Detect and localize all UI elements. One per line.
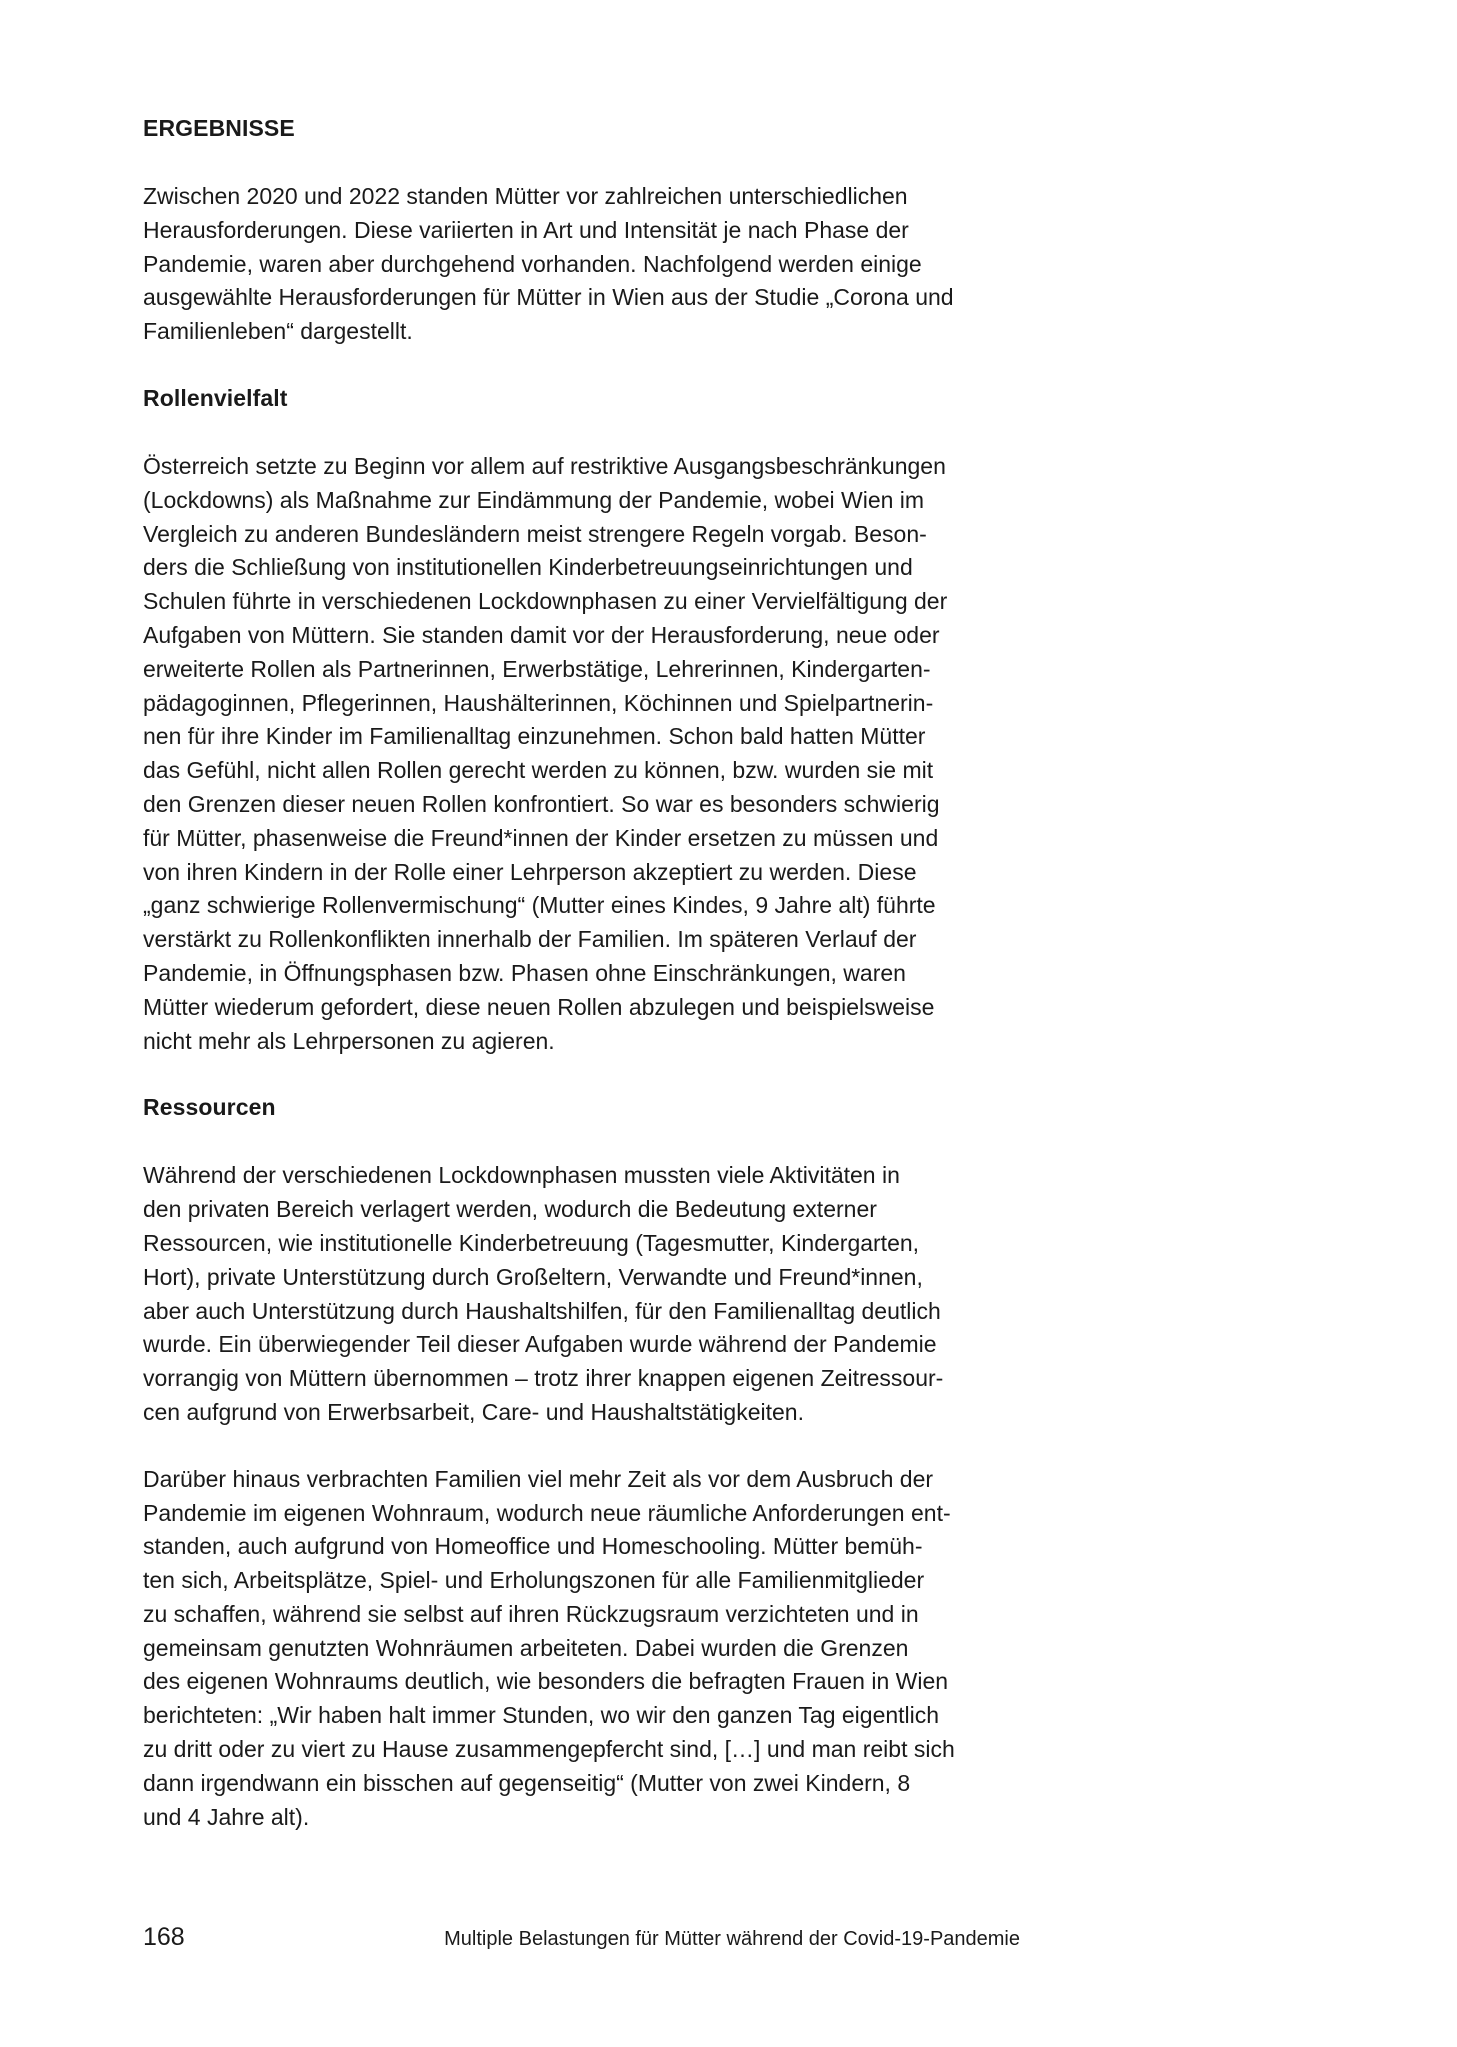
text-line: aber auch Unterstützung durch Haushaltshilfen, für den Familienalltag deutlich [143,1297,941,1324]
text-line: berichteten: „Wir haben halt immer Stunden, wo wir den ganzen Tag eigentlich [143,1702,940,1729]
text-line: Aufgaben von Müttern. Sie standen damit vor der Herausforderung, neue oder [143,621,940,648]
text-line: cen aufgrund von Erwerbsarbeit, Care- und Haushaltstätigkeiten. [143,1398,804,1425]
text-line: (Lockdowns) als Maßnahme zur Eindämmung der Pandemie, wobei Wien im [143,486,925,513]
section-heading: Ressourcen [143,1094,276,1121]
body-paragraph [143,180,1021,349]
text-line: Mütter wiederum gefordert, diese neuen Rollen abzulegen und beispielsweise [143,993,935,1020]
text-line: wurde. Ein überwiegender Teil dieser Aufgaben wurde während der Pandemie [143,1331,937,1358]
page-content [143,112,1021,1867]
text-line: Zwischen 2020 und 2022 standen Mütter vor zahlreichen unterschiedlichen [143,183,908,209]
text-line: für Mütter, phasenweise die Freund*innen der Kinder ersetzen zu müssen und [143,824,939,851]
text-line: Pandemie, waren aber durchgehend vorhanden. Nachfolgend werden einige [143,250,922,277]
text-line: und 4 Jahre alt). [143,1803,310,1830]
text-line: Ressourcen, wie institutionelle Kinderbetreuung (Tagesmutter, Kindergarten, [143,1229,920,1256]
text-line: Österreich setzte zu Beginn vor allem auf restriktive Ausgangsbeschränkungen [143,452,946,479]
text-line: erweiterte Rollen als Partnerinnen, Erwerbstätige, Lehrerinnen, Kindergarten- [143,655,931,682]
text-line: ausgewählte Herausforderungen für Mütter in Wien aus der Studie „Corona und [143,284,954,311]
text-line: den privaten Bereich verlagert werden, wodurch die Bedeutung externer [143,1196,877,1223]
text-line: dann irgendwann ein bisschen auf gegenseitig“ (Mutter von zwei Kindern, 8 [143,1769,911,1796]
text-line: „ganz schwierige Rollenvermischung“ (Mutter eines Kindes, 9 Jahre alt) führte [143,892,936,919]
text-line: des eigenen Wohnraums deutlich, wie besonders die befragten Frauen in Wien [143,1668,949,1695]
text-line: Pandemie im eigenen Wohnraum, wodurch neue räumliche Anforderungen ent- [143,1499,951,1526]
text-line: Pandemie, in Öffnungsphasen bzw. Phasen ohne Einschränkungen, waren [143,959,906,986]
text-line: das Gefühl, nicht allen Rollen gerecht werden zu können, bzw. wurden sie mit [143,757,934,784]
body-paragraph [143,450,1021,1058]
text-line: Hort), private Unterstützung durch Großeltern, Verwandte und Freund*innen, [143,1263,923,1290]
section-heading: ERGEBNISSE [143,115,295,141]
body-paragraph [143,1463,1021,1835]
text-line: Vergleich zu anderen Bundesländern meist strengere Regeln vorgab. Beson- [143,520,927,547]
text-line: Während der verschiedenen Lockdownphasen mussten viele Aktivitäten in [143,1162,900,1189]
text-line: Familienleben“ dargestellt. [143,318,413,345]
text-line: Darüber hinaus verbrachten Familien viel mehr Zeit als vor dem Ausbruch der [143,1465,934,1492]
text-line: vorrangig von Müttern übernommen – trotz ihrer knappen eigenen Zeitressour- [143,1365,944,1392]
text-line: gemeinsam genutzten Wohnräumen arbeiteten. Dabei wurden die Grenzen [143,1634,909,1661]
text-line: pädagoginnen, Pflegerinnen, Haushälterinnen, Köchinnen und Spielpartnerin- [143,689,934,716]
text-line: von ihren Kindern in der Rolle einer Lehrperson akzeptiert zu werden. Diese [143,858,917,885]
body-paragraph [143,1159,1021,1429]
text-line: zu dritt oder zu viert zu Hause zusammengepfercht sind, […] und man reibt sich [143,1736,955,1763]
text-line: standen, auch aufgrund von Homeoffice und Homeschooling. Mütter bemüh- [143,1533,923,1560]
section-heading: Rollenvielfalt [143,384,288,411]
text-line: ten sich, Arbeitsplätze, Spiel- und Erholungszonen für alle Familienmitglieder [143,1567,925,1594]
running-footer-title: Multiple Belastungen für Mütter während der Covid-19-Pandemie [444,1928,1020,1950]
text-line: verstärkt zu Rollenkonflikten innerhalb der Familien. Im späteren Verlauf der [143,926,917,953]
text-line: nicht mehr als Lehrpersonen zu agieren. [143,1027,555,1054]
text-line: nen für ihre Kinder im Familienalltag einzunehmen. Schon bald hatten Mütter [143,723,926,750]
text-line: zu schaffen, während sie selbst auf ihren Rückzugsraum verzichteten und in [143,1600,919,1627]
text-line: Schulen führte in verschiedenen Lockdownphasen zu einer Vervielfältigung der [143,588,948,615]
text-line: ders die Schließung von institutionellen Kinderbetreuungseinrichtungen und [143,554,913,581]
text-line: Herausforderungen. Diese variierten in Art und Intensität je nach Phase der [143,216,909,243]
text-line: den Grenzen dieser neuen Rollen konfrontiert. So war es besonders schwierig [143,790,940,817]
page-number: 168 [143,1923,185,1951]
